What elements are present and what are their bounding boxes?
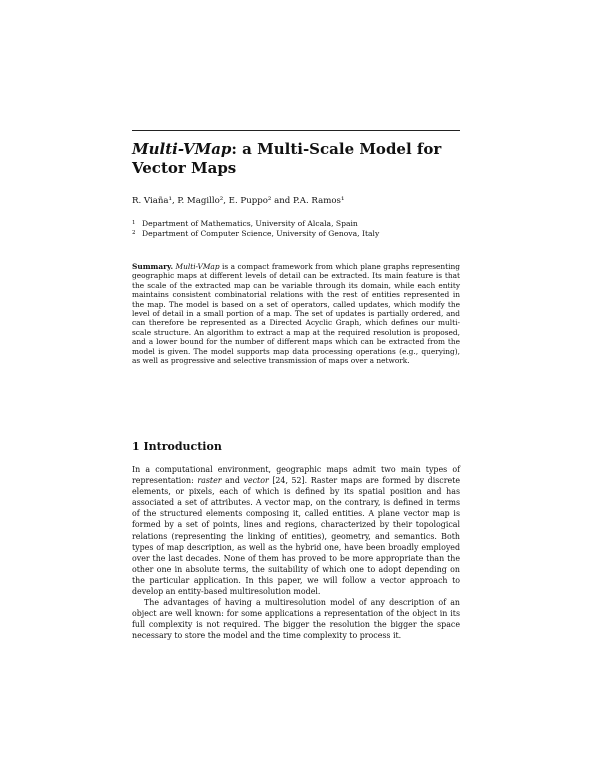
affiliation-1 <box>132 219 462 229</box>
affiliation-2 <box>132 229 462 239</box>
para1-vector: vector <box>243 476 269 486</box>
affiliation-text: Department of Mathematics, University of Alcala, Spain <box>142 219 358 228</box>
para1-raster: raster <box>197 476 222 486</box>
affiliation-text: Department of Computer Science, University of Genova, Italy <box>142 229 380 239</box>
section-heading: 1 Introduction <box>132 440 222 453</box>
abstract-text: is a compact framework from which plane graphs representing geographic maps at different levels of detail can be extracted. Its main feature is that the scale of the extracted map can be variable through its domain, while each entity maintains consistent combinatorial relations with the rest of entities represented in the map. The model is based on a set of operators, called updates, which modify the level of detail in a small portion of a map. The set of updates is partially ordered, and can therefore be represented as a Directed Acyclic Graph, which defines our multi-scale structure. An algorithm to extract a map at the required resolution is proposed, and a lower bound for the number of different maps which can be extracted from the model is given. The model supports map data processing operations (e.g., querying), as well as progressive and selective transmission of maps over a network. <box>132 262 460 366</box>
abstract <box>132 262 460 365</box>
author-list: R. Viaña¹, P. Magillo², E. Puppo² and P.A. Ramos¹ <box>132 196 345 206</box>
paragraph-2: The advantages of having a multiresolution model of any description of an object are well known: for some applications a representation of the object in its full complexity is not required. The bigger the resolution the bigger the space necessary to store the model and the time complexity to process it. <box>132 598 460 641</box>
para1-text-b: [24, 52]. Raster maps are formed by discrete elements, or pixels, each of which is defined by its spatial position and has associated a set of attributes. A vector map, on the contrary, is defined in terms of the structured elements composing it, called entities. A plane vector map is formed by a set of points, lines and regions, characterized by their topological relations (representing the linking of entities), geometry, and semantics. Both types of map description, as well as the hybrid one, have been broadly employed over the last decades. None of them has proved to be more appropriate than the other one in absolute terms, the suitability of which one to adopt depending on the particular application. In this paper, we will follow a vector approach to develop an entity-based multiresolution model. <box>132 476 460 597</box>
para1-and: and <box>221 476 244 486</box>
title-rule <box>132 130 460 131</box>
section-body <box>132 464 460 642</box>
para1-text-a: In a computational environment, geographic maps admit two main types of representation: <box>132 465 460 486</box>
abstract-label: Summary. <box>132 262 174 271</box>
title-italic: Multi-VMap <box>132 140 232 158</box>
paper-title <box>132 140 462 177</box>
affiliation-number: 2 <box>132 230 136 237</box>
title-rest: : a Multi-Scale Model for Vector Maps <box>132 140 442 177</box>
affiliation-number: 1 <box>132 220 136 226</box>
paragraph-1 <box>132 464 460 597</box>
abstract-italic: Multi-VMap <box>175 262 220 271</box>
affiliations <box>132 219 462 240</box>
